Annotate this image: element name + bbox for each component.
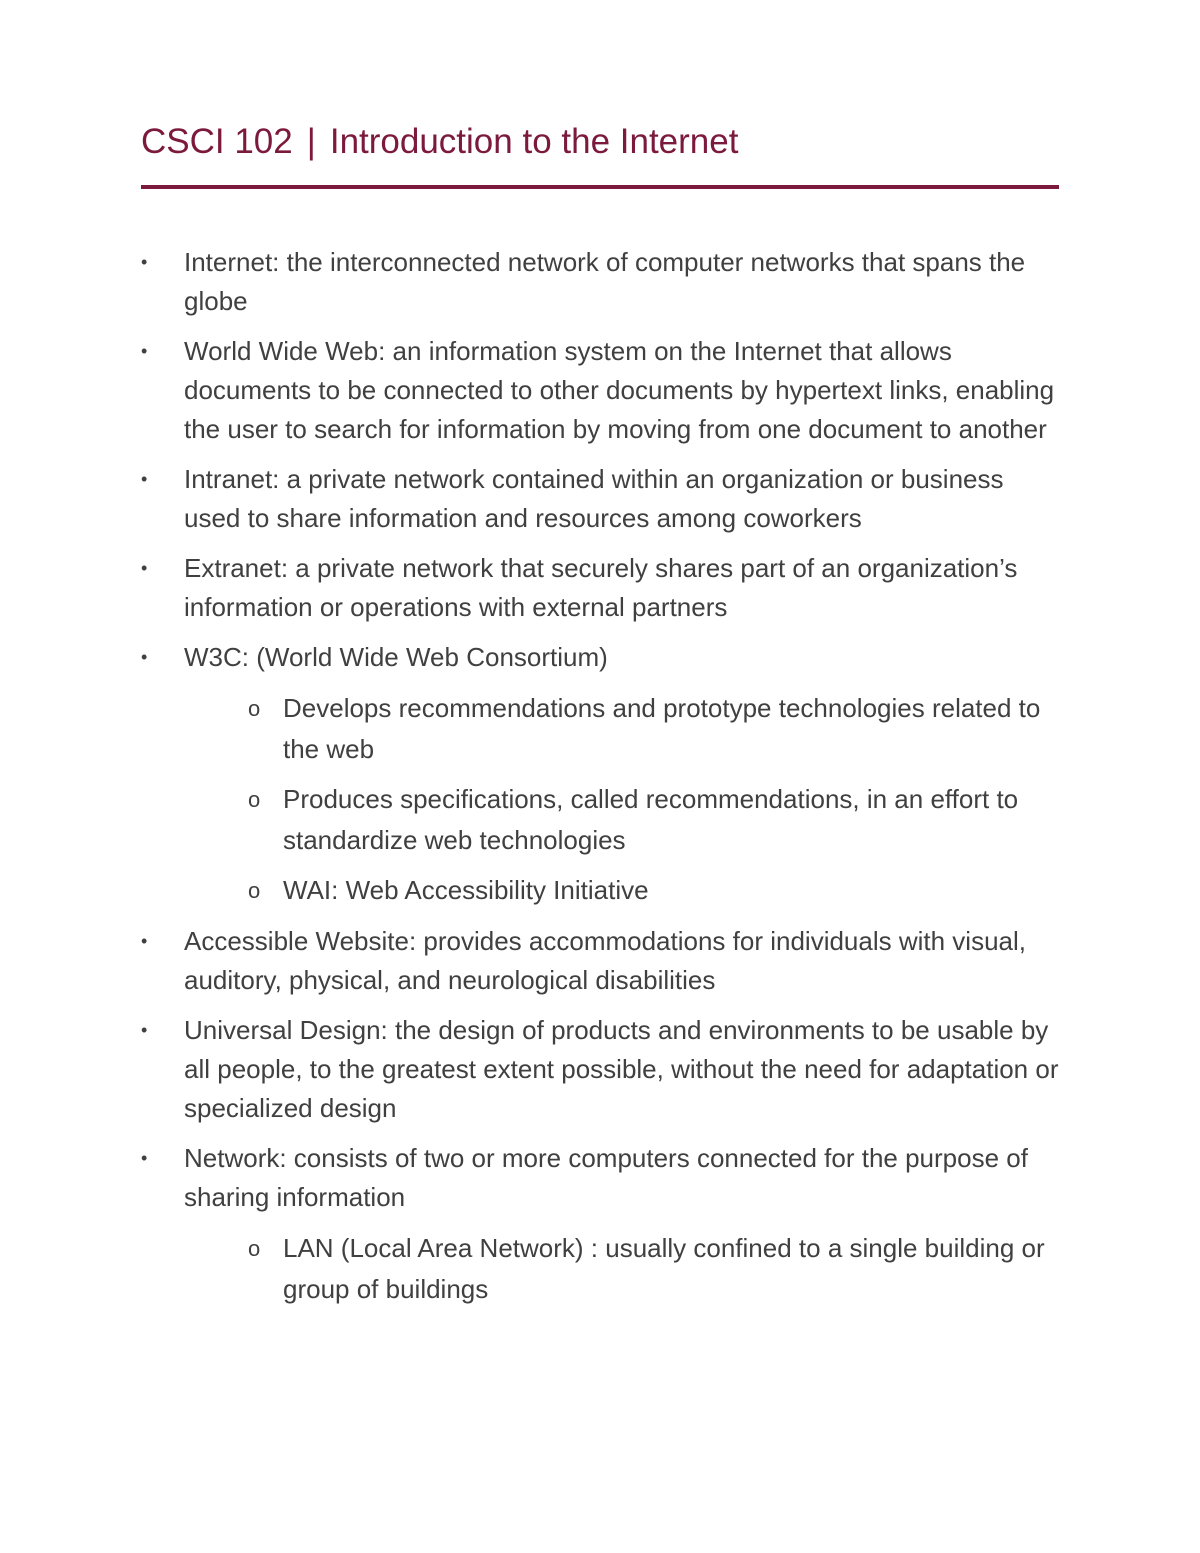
sub-list-item-text: LAN (Local Area Network) : usually confined to a single building or group of buildings — [283, 1233, 1045, 1304]
circle-bullet-icon: o — [248, 878, 261, 903]
sub-list-item — [0, 779, 1063, 861]
list-item — [0, 243, 1064, 321]
course-title: Introduction to the Internet — [329, 122, 739, 161]
title-underline — [141, 185, 1059, 189]
list-item — [0, 1139, 1064, 1310]
bullet-icon: • — [141, 931, 148, 951]
sub-list-item — [0, 688, 1063, 770]
bullet-icon: • — [141, 1148, 148, 1168]
sub-list-item-text: Produces specifications, called recommendations, in an effort to standardize web technologies — [283, 784, 1019, 855]
notes-list — [0, 243, 1200, 1321]
list-item-text: Universal Design: the design of products and environments to be usable by all people, to the greatest extent possible, without the need for adaptation or specialized design — [184, 1015, 1059, 1123]
sub-list-item — [0, 870, 1063, 911]
bullet-icon: • — [141, 341, 148, 361]
circle-bullet-icon: o — [248, 1236, 261, 1261]
list-item — [0, 638, 1064, 911]
bullet-icon: • — [141, 558, 148, 578]
page-title — [141, 118, 738, 166]
list-item-text: World Wide Web: an information system on the Internet that allows documents to be connected to other documents by hypertext links, enabling the user to search for information by moving from one document to another — [184, 336, 1055, 444]
sub-list — [184, 688, 1064, 911]
bullet-icon: • — [141, 647, 148, 667]
sub-list-item-text: WAI: Web Accessibility Initiative — [283, 875, 649, 905]
bullet-icon: • — [141, 469, 148, 489]
list-item-text: W3C: (World Wide Web Consortium) — [184, 642, 608, 672]
list-item — [0, 549, 1064, 627]
list-item-text: Intranet: a private network contained within an organization or business used to share information and resources among coworkers — [184, 464, 1004, 533]
list-item-text: Extranet: a private network that securely shares part of an organization’s information or operations with external partners — [184, 553, 1018, 622]
list-item-text: Accessible Website: provides accommodations for individuals with visual, auditory, physical, and neurological disabilities — [184, 926, 1027, 995]
sub-list — [184, 1228, 1064, 1310]
list-item — [0, 922, 1064, 1000]
sub-list-item — [0, 1228, 1063, 1310]
title-separator: | — [306, 122, 316, 161]
circle-bullet-icon: o — [248, 787, 261, 812]
list-item — [0, 332, 1064, 449]
bullet-icon: • — [141, 252, 148, 272]
list-item — [0, 460, 1064, 538]
bullet-icon: • — [141, 1020, 148, 1040]
list-item-text: Internet: the interconnected network of computer networks that spans the globe — [184, 247, 1026, 316]
list-item-text: Network: consists of two or more computers connected for the purpose of sharing information — [184, 1143, 1028, 1212]
sub-list-item-text: Develops recommendations and prototype technologies related to the web — [283, 693, 1041, 764]
list-item — [0, 1011, 1064, 1128]
circle-bullet-icon: o — [248, 696, 261, 721]
course-code: CSCI 102 — [141, 122, 293, 161]
